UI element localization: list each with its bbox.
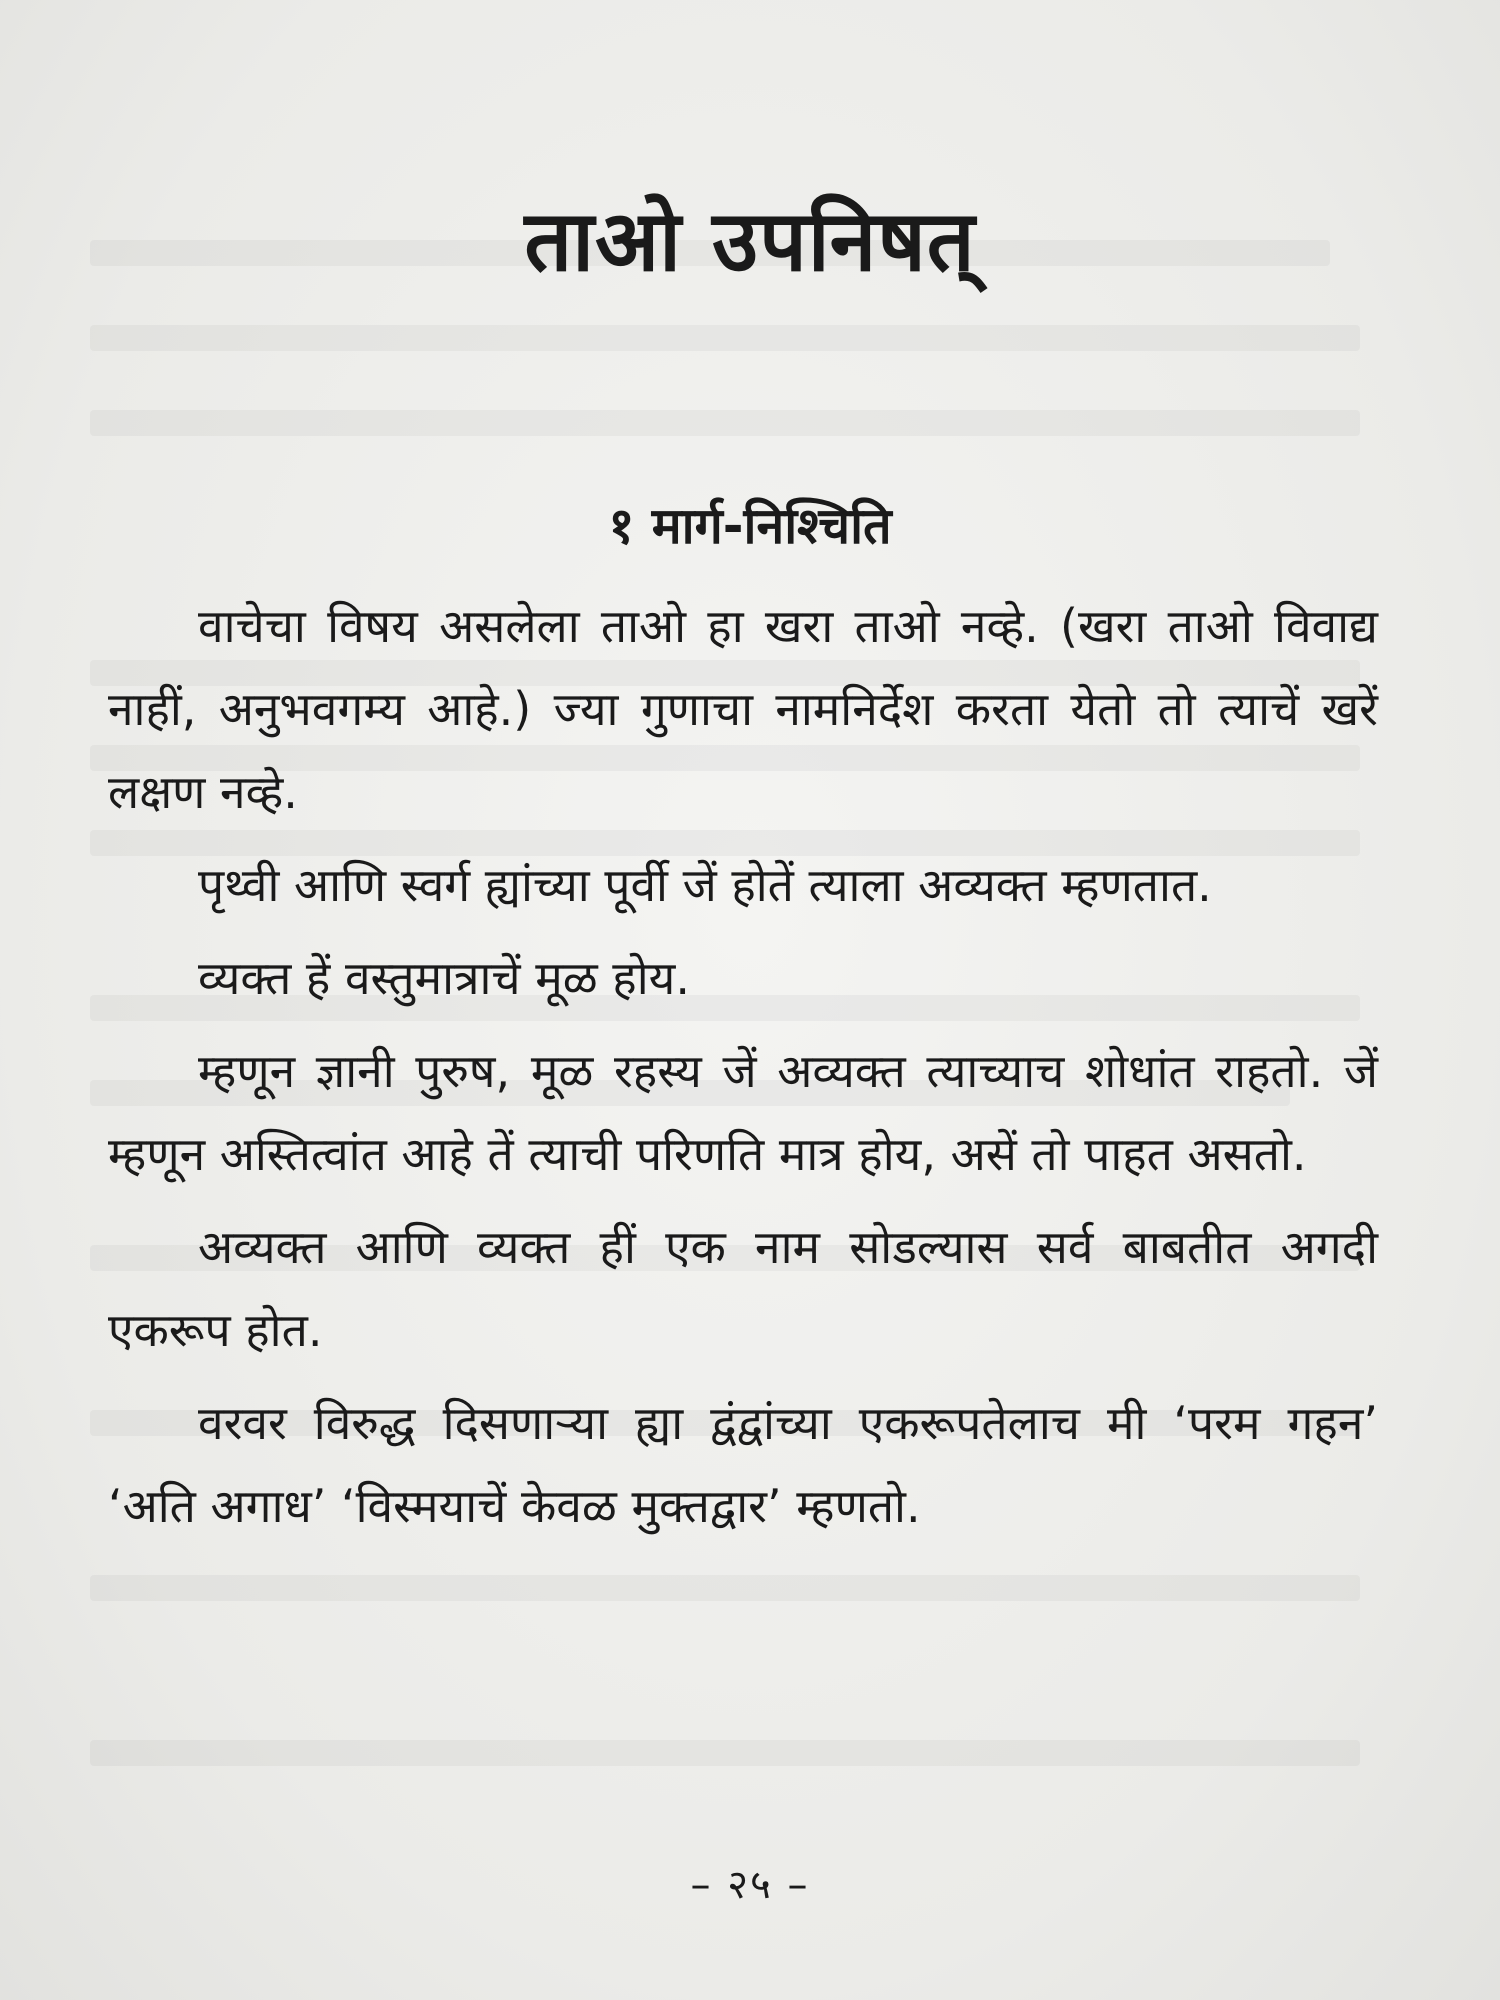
body-text <box>108 585 1378 1558</box>
paragraph: म्हणून ज्ञानी पुरुष, मूळ रहस्य जें अव्यक्त त्याच्याच शोधांत राहतो. जें म्हणून अस्तित्वांत आहे तें त्याची परिणति मात्र होय, असें तो पाहत असतो. <box>108 1044 1378 1181</box>
section-heading: १ मार्ग-निश्चिति <box>608 497 892 555</box>
bleed-through-line <box>90 410 1360 436</box>
page-number: – २५ – <box>690 1862 810 1908</box>
paragraph: वाचेचा विषय असलेला ताओ हा खरा ताओ नव्हे. (खरा ताओ विवाद्य नाहीं, अनुभवगम्य आहे.) ज्या गुणाचा नामनिर्देश करता येतो तो त्याचें खरें लक्षण नव्हे. <box>108 599 1378 819</box>
paragraph: पृथ्वी आणि स्वर्ग ह्यांच्या पूर्वी जें होतें त्याला अव्यक्त म्हणतात. <box>198 858 1212 912</box>
paragraph: व्यक्त हें वस्तुमात्राचें मूळ होय. <box>198 951 690 1005</box>
paragraph: अव्यक्त आणि व्यक्त हीं एक नाम सोडल्यास सर्व बाबतीत अगदी एकरूप होत. <box>108 1220 1378 1357</box>
page-title: ताओ उपनिषत् <box>524 192 976 290</box>
bleed-through-line <box>90 1740 1360 1766</box>
paragraph: वरवर विरुद्ध दिसणाऱ्या ह्या द्वंद्वांच्या एकरूपतेलाच मी ‘परम गहन’ ‘अति अगाध’ ‘विस्मयाचें केवळ मुक्तद्वार’ म्हणतो. <box>108 1396 1378 1533</box>
bleed-through-line <box>90 1575 1360 1601</box>
bleed-through-line <box>90 325 1360 351</box>
